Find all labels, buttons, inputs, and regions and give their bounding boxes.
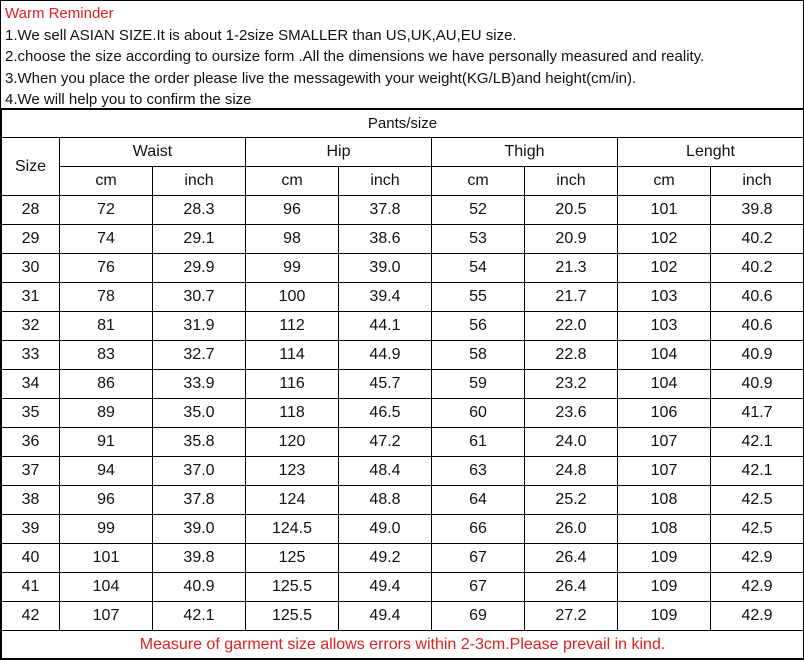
pants-size-table: [1, 109, 804, 659]
cell-thigh-inch: 23.2: [525, 370, 618, 399]
cell-length-inch: 42.9: [711, 573, 804, 602]
cell-size: 42: [2, 602, 60, 631]
cell-hip-inch: 45.7: [339, 370, 432, 399]
cell-size: 34: [2, 370, 60, 399]
cell-length-cm: 103: [618, 312, 711, 341]
cell-length-cm: 109: [618, 544, 711, 573]
cell-length-inch: 42.5: [711, 486, 804, 515]
cell-length-inch: 40.9: [711, 370, 804, 399]
cell-hip-cm: 120: [246, 428, 339, 457]
cell-waist-cm: 78: [60, 283, 153, 312]
reminder-line-1: 1.We sell ASIAN SIZE.It is about 1-2size SMALLER than US,UK,AU,EU size.: [5, 26, 517, 44]
table-row: [2, 341, 804, 370]
table-row: [2, 254, 804, 283]
cell-length-inch: 41.7: [711, 399, 804, 428]
cell-thigh-cm: 52: [432, 196, 525, 225]
table-row: [2, 370, 804, 399]
cell-waist-cm: 91: [60, 428, 153, 457]
cell-size: 29: [2, 225, 60, 254]
cell-length-cm: 101: [618, 196, 711, 225]
cell-waist-inch: 28.3: [153, 196, 246, 225]
table-row: [2, 283, 804, 312]
cell-length-cm: 102: [618, 254, 711, 283]
cell-size: 40: [2, 544, 60, 573]
cell-hip-inch: 48.4: [339, 457, 432, 486]
cell-hip-cm: 124: [246, 486, 339, 515]
cell-thigh-cm: 54: [432, 254, 525, 283]
cell-waist-inch: 30.7: [153, 283, 246, 312]
cell-hip-inch: 49.4: [339, 602, 432, 631]
table-row: [2, 428, 804, 457]
cell-length-inch: 40.2: [711, 225, 804, 254]
group-header-waist: Waist: [60, 138, 246, 167]
table-row: [2, 196, 804, 225]
cell-length-cm: 107: [618, 457, 711, 486]
cell-thigh-cm: 58: [432, 341, 525, 370]
unit-header-inch: inch: [525, 167, 618, 196]
cell-hip-inch: 44.9: [339, 341, 432, 370]
cell-size: 31: [2, 283, 60, 312]
cell-thigh-inch: 21.3: [525, 254, 618, 283]
cell-waist-inch: 37.8: [153, 486, 246, 515]
table-row: [2, 544, 804, 573]
cell-waist-cm: 99: [60, 515, 153, 544]
cell-length-inch: 40.6: [711, 283, 804, 312]
cell-thigh-cm: 63: [432, 457, 525, 486]
cell-waist-cm: 81: [60, 312, 153, 341]
cell-size: 37: [2, 457, 60, 486]
unit-header-cm: cm: [60, 167, 153, 196]
cell-hip-cm: 114: [246, 341, 339, 370]
cell-size: 30: [2, 254, 60, 283]
cell-length-cm: 109: [618, 602, 711, 631]
cell-waist-inch: 29.1: [153, 225, 246, 254]
cell-hip-inch: 49.2: [339, 544, 432, 573]
cell-hip-cm: 112: [246, 312, 339, 341]
cell-length-cm: 109: [618, 573, 711, 602]
cell-length-cm: 108: [618, 515, 711, 544]
cell-thigh-cm: 59: [432, 370, 525, 399]
unit-header-cm: cm: [432, 167, 525, 196]
cell-waist-inch: 39.8: [153, 544, 246, 573]
cell-hip-inch: 37.8: [339, 196, 432, 225]
cell-thigh-inch: 26.0: [525, 515, 618, 544]
cell-thigh-inch: 20.5: [525, 196, 618, 225]
cell-waist-inch: 29.9: [153, 254, 246, 283]
cell-hip-inch: 39.0: [339, 254, 432, 283]
cell-waist-cm: 104: [60, 573, 153, 602]
group-header-length: Lenght: [618, 138, 804, 167]
cell-waist-cm: 76: [60, 254, 153, 283]
cell-waist-inch: 32.7: [153, 341, 246, 370]
cell-length-cm: 106: [618, 399, 711, 428]
cell-hip-cm: 125.5: [246, 573, 339, 602]
cell-length-inch: 42.5: [711, 515, 804, 544]
cell-length-inch: 42.9: [711, 544, 804, 573]
cell-waist-inch: 39.0: [153, 515, 246, 544]
cell-thigh-inch: 21.7: [525, 283, 618, 312]
cell-waist-cm: 107: [60, 602, 153, 631]
cell-thigh-inch: 22.0: [525, 312, 618, 341]
cell-thigh-cm: 60: [432, 399, 525, 428]
cell-thigh-inch: 22.8: [525, 341, 618, 370]
table-caption: Pants/size: [2, 110, 804, 138]
cell-hip-cm: 118: [246, 399, 339, 428]
cell-hip-inch: 38.6: [339, 225, 432, 254]
unit-header-cm: cm: [618, 167, 711, 196]
cell-waist-inch: 37.0: [153, 457, 246, 486]
cell-hip-inch: 39.4: [339, 283, 432, 312]
table-row: [2, 399, 804, 428]
cell-hip-inch: 49.4: [339, 573, 432, 602]
cell-hip-cm: 125: [246, 544, 339, 573]
cell-length-cm: 107: [618, 428, 711, 457]
cell-thigh-inch: 24.8: [525, 457, 618, 486]
cell-thigh-inch: 24.0: [525, 428, 618, 457]
cell-hip-inch: 48.8: [339, 486, 432, 515]
reminder-line-2: 2.choose the size according to oursize form .All the dimensions we have personally measured and reality.: [5, 48, 705, 65]
cell-waist-inch: 33.9: [153, 370, 246, 399]
unit-header-inch: inch: [153, 167, 246, 196]
cell-thigh-cm: 56: [432, 312, 525, 341]
cell-thigh-cm: 67: [432, 544, 525, 573]
cell-size: 28: [2, 196, 60, 225]
cell-size: 35: [2, 399, 60, 428]
cell-thigh-cm: 69: [432, 602, 525, 631]
cell-thigh-inch: 20.9: [525, 225, 618, 254]
group-header-hip: Hip: [246, 138, 432, 167]
tolerance-footer-note: Measure of garment size allows errors within 2-3cm.Please prevail in kind.: [2, 631, 804, 659]
cell-length-inch: 42.1: [711, 428, 804, 457]
cell-waist-inch: 42.1: [153, 602, 246, 631]
table-row: [2, 602, 804, 631]
cell-size: 32: [2, 312, 60, 341]
cell-thigh-inch: 25.2: [525, 486, 618, 515]
table-row: [2, 573, 804, 602]
table-row: [2, 225, 804, 254]
cell-length-cm: 108: [618, 486, 711, 515]
cell-hip-cm: 98: [246, 225, 339, 254]
unit-header-inch: inch: [711, 167, 804, 196]
cell-length-inch: 40.2: [711, 254, 804, 283]
cell-size: 39: [2, 515, 60, 544]
table-row: [2, 457, 804, 486]
cell-length-cm: 102: [618, 225, 711, 254]
cell-waist-cm: 72: [60, 196, 153, 225]
reminder-line-3: 3.When you place the order please live the messagewith your weight(KG/LB)and height(cm/in).: [5, 69, 637, 87]
group-header-thigh: Thigh: [432, 138, 618, 167]
cell-waist-cm: 74: [60, 225, 153, 254]
table-row: [2, 486, 804, 515]
cell-hip-cm: 99: [246, 254, 339, 283]
cell-waist-cm: 83: [60, 341, 153, 370]
cell-waist-cm: 101: [60, 544, 153, 573]
table-row: [2, 312, 804, 341]
cell-waist-inch: 40.9: [153, 573, 246, 602]
reminder-line-4: 4.We will help you to confirm the size: [5, 91, 252, 108]
cell-hip-cm: 123: [246, 457, 339, 486]
size-rows: [2, 196, 804, 631]
cell-length-cm: 103: [618, 283, 711, 312]
cell-thigh-inch: 26.4: [525, 573, 618, 602]
cell-thigh-cm: 64: [432, 486, 525, 515]
cell-hip-inch: 44.1: [339, 312, 432, 341]
cell-size: 36: [2, 428, 60, 457]
cell-length-cm: 104: [618, 370, 711, 399]
cell-thigh-cm: 53: [432, 225, 525, 254]
unit-header-cm: cm: [246, 167, 339, 196]
cell-hip-cm: 116: [246, 370, 339, 399]
cell-waist-cm: 89: [60, 399, 153, 428]
cell-thigh-inch: 27.2: [525, 602, 618, 631]
cell-hip-inch: 47.2: [339, 428, 432, 457]
size-column-header: Size: [2, 138, 60, 196]
unit-header-inch: inch: [339, 167, 432, 196]
cell-size: 41: [2, 573, 60, 602]
cell-thigh-inch: 23.6: [525, 399, 618, 428]
cell-hip-cm: 124.5: [246, 515, 339, 544]
cell-thigh-cm: 66: [432, 515, 525, 544]
cell-waist-cm: 94: [60, 457, 153, 486]
warm-reminder-notes: [1, 1, 803, 109]
table-row: [2, 515, 804, 544]
cell-thigh-cm: 55: [432, 283, 525, 312]
cell-waist-cm: 86: [60, 370, 153, 399]
cell-hip-inch: 46.5: [339, 399, 432, 428]
cell-length-inch: 42.9: [711, 602, 804, 631]
cell-hip-cm: 125.5: [246, 602, 339, 631]
cell-thigh-inch: 26.4: [525, 544, 618, 573]
cell-size: 38: [2, 486, 60, 515]
cell-thigh-cm: 67: [432, 573, 525, 602]
cell-size: 33: [2, 341, 60, 370]
cell-hip-inch: 49.0: [339, 515, 432, 544]
cell-length-inch: 40.9: [711, 341, 804, 370]
cell-waist-inch: 35.0: [153, 399, 246, 428]
cell-waist-inch: 35.8: [153, 428, 246, 457]
cell-hip-cm: 96: [246, 196, 339, 225]
cell-length-inch: 42.1: [711, 457, 804, 486]
cell-length-inch: 40.6: [711, 312, 804, 341]
cell-thigh-cm: 61: [432, 428, 525, 457]
warm-reminder-title: Warm Reminder: [5, 5, 114, 22]
cell-length-inch: 39.8: [711, 196, 804, 225]
cell-waist-inch: 31.9: [153, 312, 246, 341]
cell-waist-cm: 96: [60, 486, 153, 515]
cell-hip-cm: 100: [246, 283, 339, 312]
cell-length-cm: 104: [618, 341, 711, 370]
